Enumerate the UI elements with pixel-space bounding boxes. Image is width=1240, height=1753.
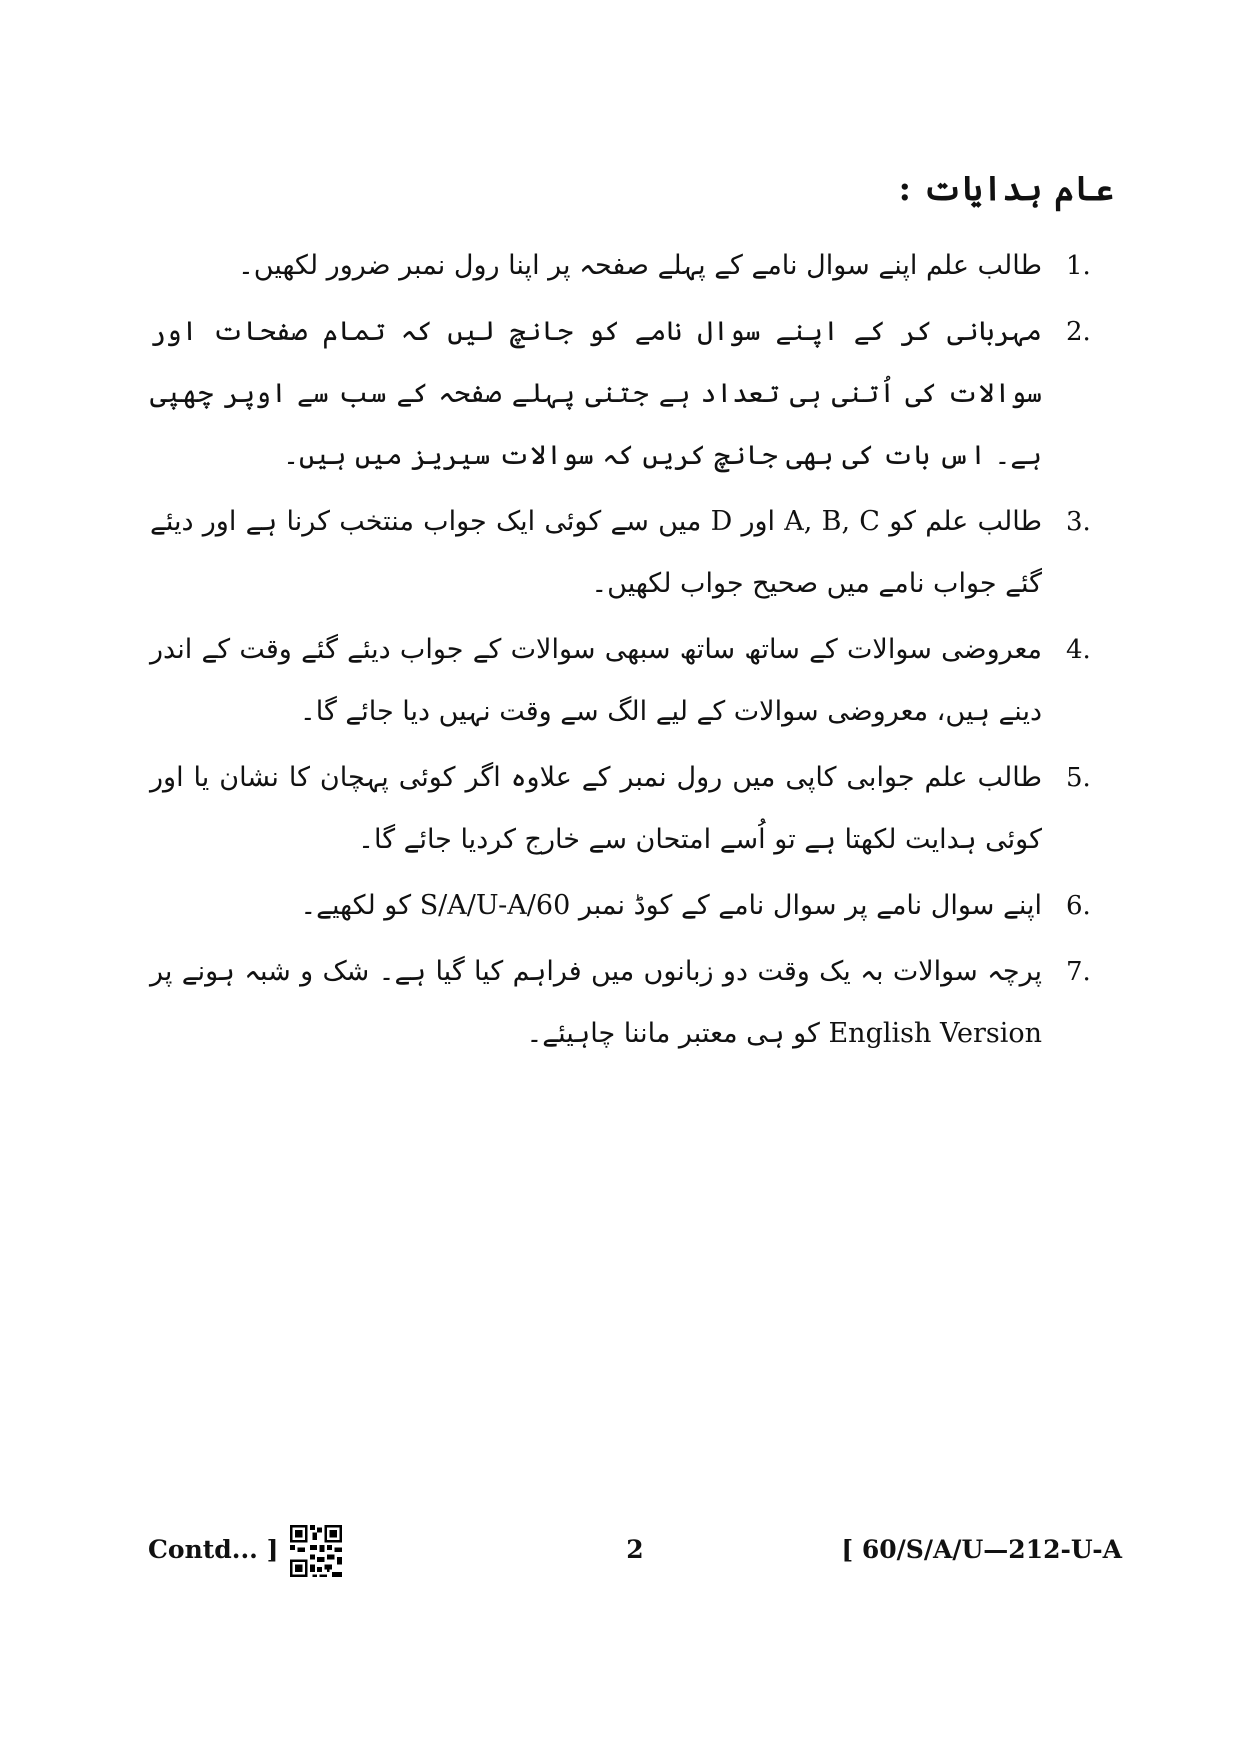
instruction-text: مہربانی کر کے اپنے سوال نامے کو جانچ لیں کہ تمام صفحات اور سوالات کی اُتنی ہی تعداد ہے جتنی پہلے صفحہ کے سب سے اوپر چھپی ہے۔ اس بات کی بھی جانچ کریں کہ سوالات سیریز میں ہیں۔: [150, 316, 1042, 471]
instruction-item: [150, 941, 1114, 1065]
instruction-number: 2.: [1066, 317, 1091, 347]
instruction-item: [150, 491, 1114, 615]
instruction-text: طالب علم اپنے سوال نامے کے پہلے صفحہ پر اپنا رول نمبر ضرور لکھیں۔: [237, 250, 1042, 281]
page-heading: عام ہدایات :: [898, 169, 1114, 209]
page-footer: [148, 1525, 1122, 1585]
instruction-text: اپنے سوال نامے پر سوال نامے کے کوڈ نمبر 60/S/A/U-A کو لکھیے۔: [300, 890, 1042, 921]
instruction-number: 3.: [1066, 507, 1091, 537]
instruction-text: طالب علم کو A, B, C اور D میں سے کوئی ایک جواب منتخب کرنا ہے اور دیئے گئے جواب نامے میں صحیح جواب لکھیں۔: [150, 506, 1042, 599]
page-number: 2: [626, 1535, 644, 1564]
instruction-item: [150, 747, 1114, 871]
instructions-list: [150, 235, 1114, 1069]
instruction-item: [150, 875, 1114, 937]
instruction-number: 5.: [1066, 763, 1091, 793]
instruction-item: [150, 619, 1114, 743]
instruction-number: 6.: [1066, 891, 1091, 921]
continued-label: Contd... ]: [148, 1535, 279, 1564]
instruction-text: پرچہ سوالات بہ یک وقت دو زبانوں میں فراہم کیا گیا ہے۔ شک و شبہ ہونے پر English Version کو ہی معتبر ماننا چاہیئے۔: [150, 956, 1042, 1049]
instruction-text: طالب علم جوابی کاپی میں رول نمبر کے علاوہ اگر کوئی پہچان کا نشان یا اور کوئی ہدایت لکھتا ہے تو اُسے امتحان سے خارج کردیا جائے گا۔: [150, 762, 1042, 855]
paper-code: [ 60/S/A/U—212-U-A: [841, 1535, 1122, 1564]
instruction-text: معروضی سوالات کے ساتھ ساتھ سبھی سوالات کے جواب دیئے گئے وقت کے اندر دینے ہیں، معروضی سوالات کے لیے الگ سے وقت نہیں دیا جائے گا۔: [150, 634, 1042, 727]
instruction-number: 4.: [1066, 635, 1091, 665]
instruction-number: 7.: [1066, 957, 1091, 987]
instruction-item: [150, 301, 1114, 487]
instruction-number: 1.: [1066, 251, 1091, 281]
instruction-item: [150, 235, 1114, 297]
